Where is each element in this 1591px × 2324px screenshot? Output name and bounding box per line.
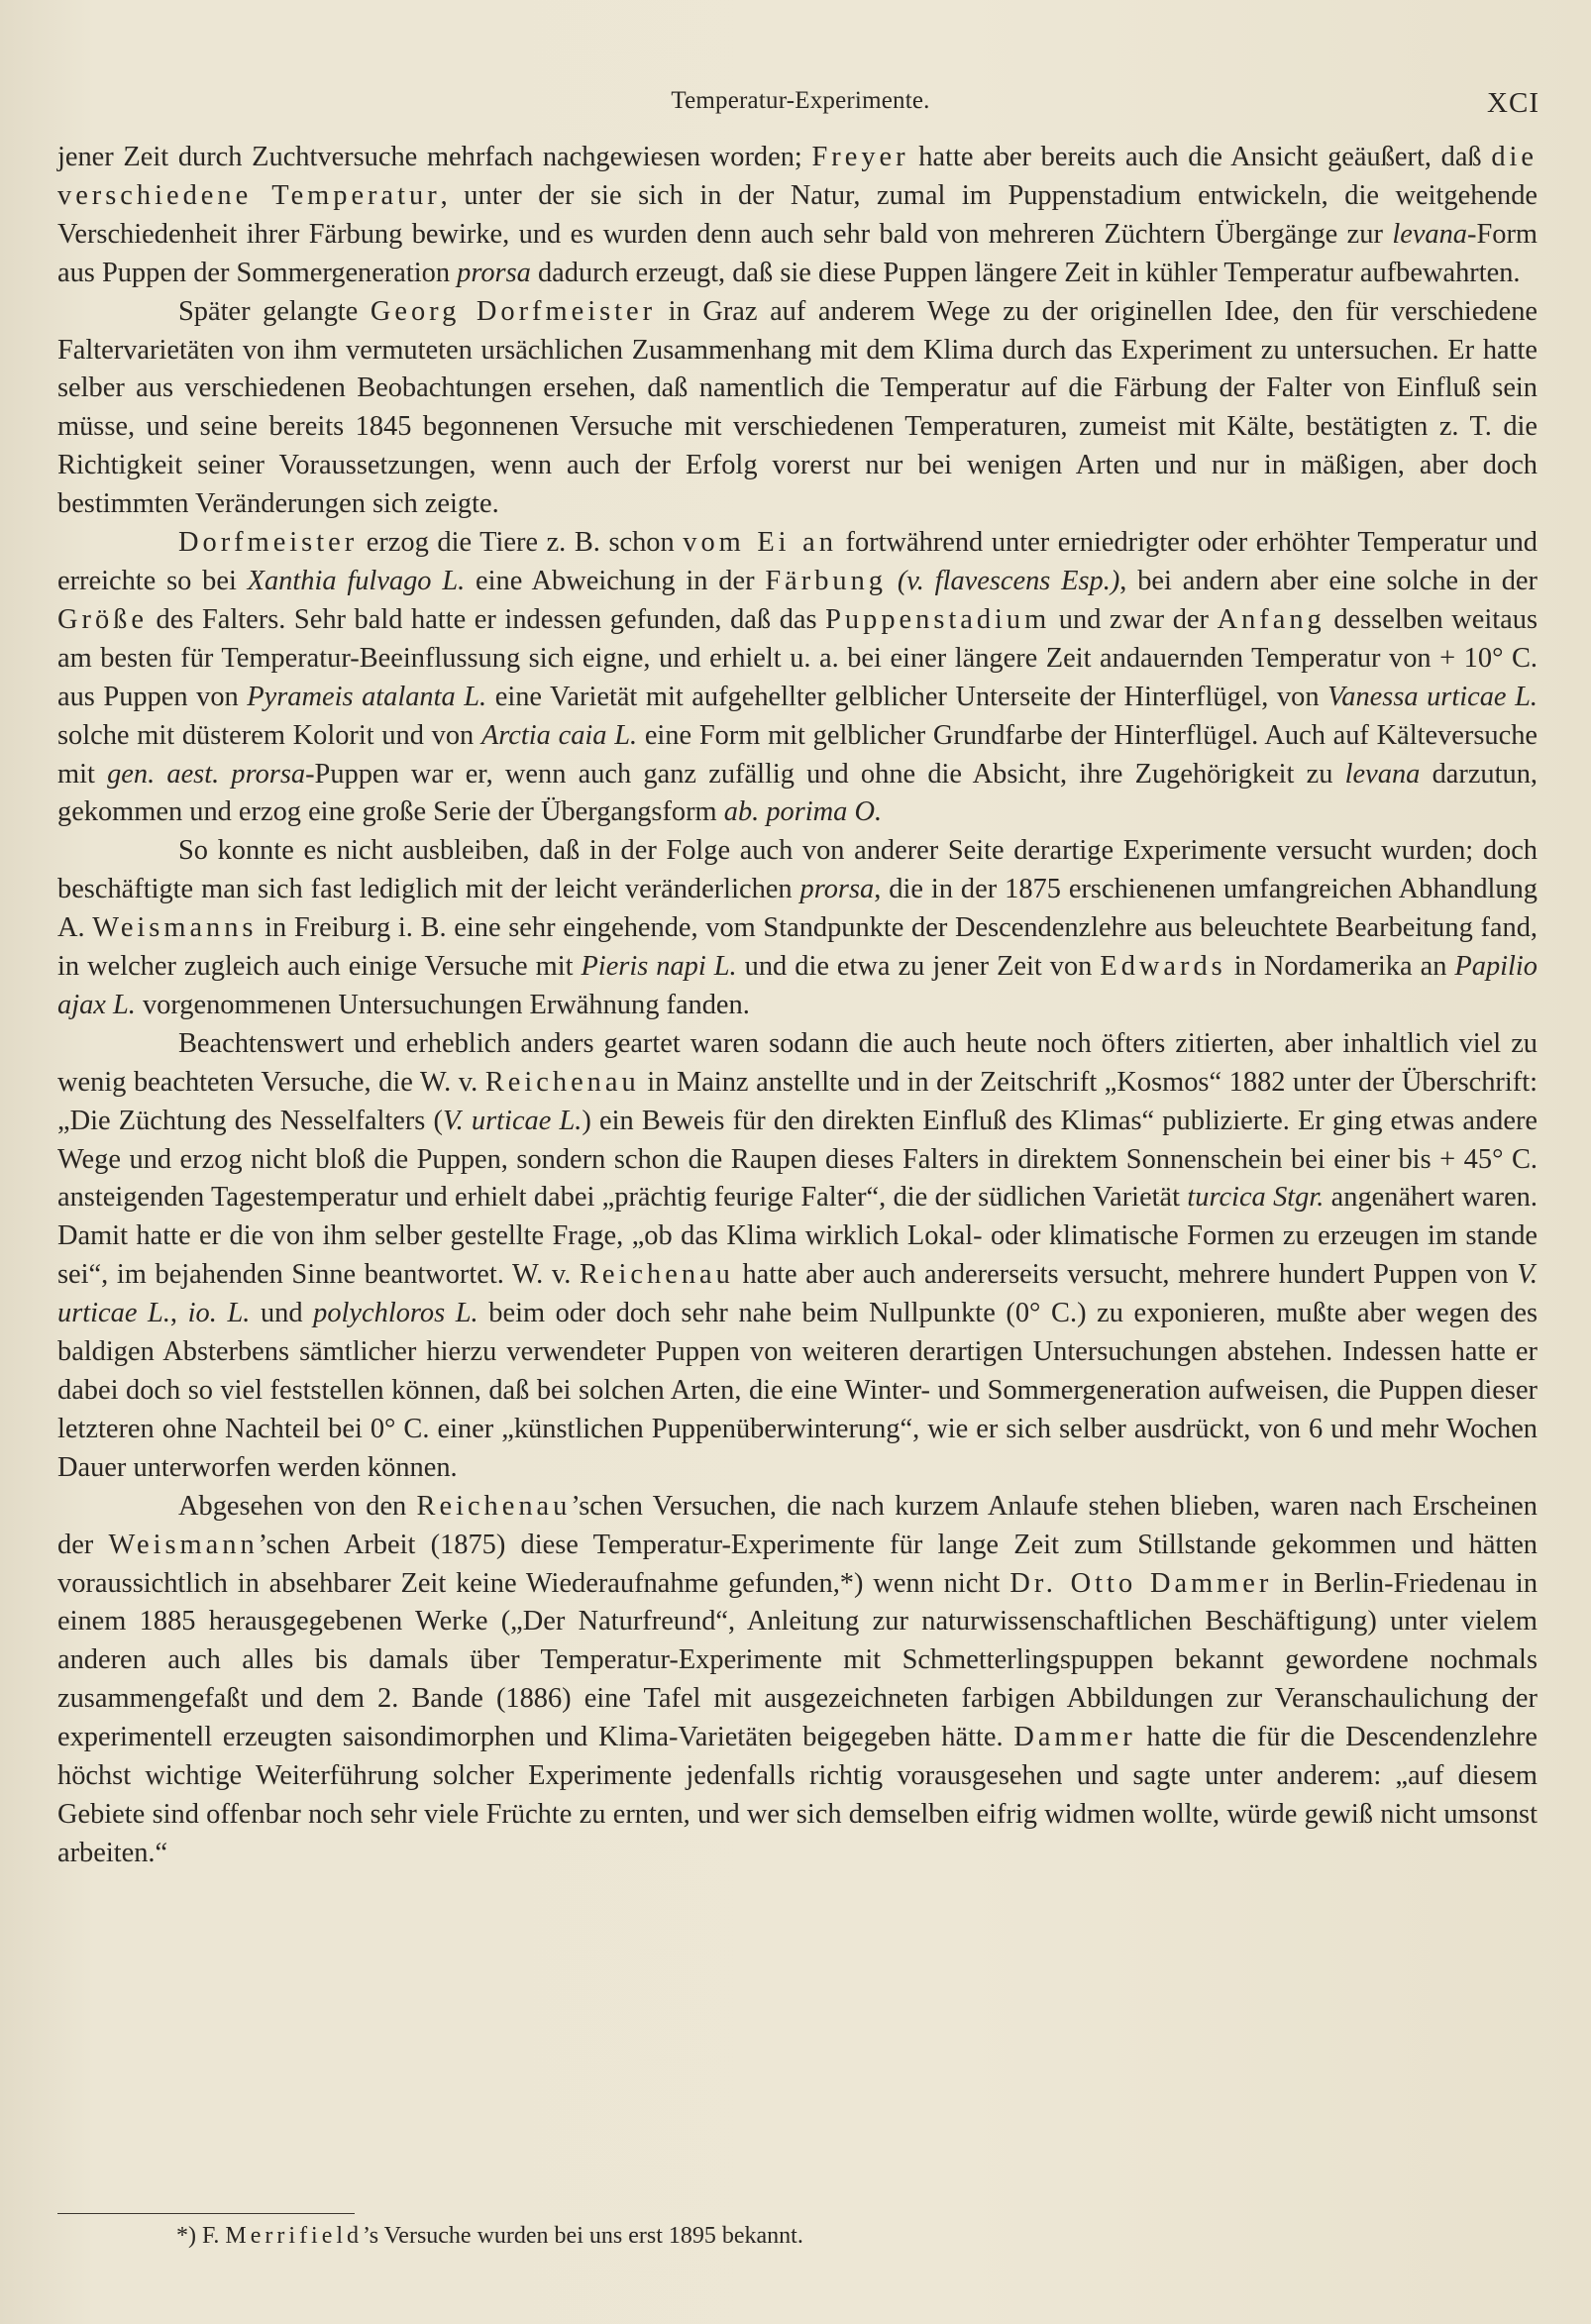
italic-text: prorsa bbox=[457, 257, 531, 288]
paragraph bbox=[57, 524, 1538, 832]
text-run: desselben weitaus am besten für Temperatur-Beeinflussung sich eigne, und erhielt u. a. bei einer längere Zeit andauernden Temperatur von + 10° C. aus Puppen von bbox=[57, 603, 1538, 712]
text-run: ’s Versuche wurden bei uns erst 1895 bekannt. bbox=[363, 2223, 803, 2249]
spaced-name: Dr. Otto Dammer bbox=[1009, 1567, 1273, 1599]
footnote bbox=[176, 2221, 803, 2251]
spaced-name: Freyer bbox=[811, 142, 909, 172]
italic-text: gen. aest. prorsa bbox=[107, 758, 306, 790]
text-run: ’schen Versuchen, die nach kurzem Anlaufe stehen blieben, waren nach Erscheinen der bbox=[57, 1490, 1538, 1560]
italic-text: Pyrameis atalanta L. bbox=[247, 681, 487, 712]
text-run: fortwährend unter erniedrigter oder erhöhter Temperatur und erreichte so bei bbox=[57, 527, 1538, 596]
italic-text: Xanthia fulvago L. bbox=[247, 565, 466, 596]
text-run: und zwar der bbox=[1050, 603, 1218, 635]
spaced-name: vom Ei an bbox=[683, 527, 837, 559]
italic-text: levana bbox=[1344, 758, 1421, 790]
text-run: , die in der 1875 erschienenen umfangreichen Abhandlung A. bbox=[57, 874, 1538, 944]
text-run: dadurch erzeugt, daß sie diese Puppen längere Zeit in kühler Temperatur aufbewahrten. bbox=[530, 257, 1521, 288]
text-run: angenähert waren. Damit hatte er die von ihm selber gestellte Frage, „ob das Klima wirklich Lokal- oder klimatische Formen zu erzeugen im stande sei“, im bejahenden Sinne beantwortet. W. v. bbox=[57, 1182, 1538, 1291]
italic-text: turcica Stgr. bbox=[1187, 1182, 1325, 1214]
text-run bbox=[887, 566, 898, 596]
italic-text: Arctia caia L. bbox=[480, 719, 638, 751]
paragraph bbox=[57, 139, 1538, 293]
text-run: in Freiburg i. B. eine sehr eingehende, vom Standpunkte der Descendenzlehre aus beleuchtete Bearbeitung fand, in welcher zugleich auch einige Versuche mit bbox=[57, 912, 1538, 983]
running-head: Temperatur-Experimente. bbox=[671, 87, 930, 114]
spaced-name: Färbung bbox=[765, 565, 888, 596]
spaced-name: Weismann bbox=[108, 1529, 259, 1560]
text-run: darzutun, gekommen und erzog eine große Serie der Übergangsform bbox=[57, 758, 1538, 828]
italic-text: (v. flavescens Esp.) bbox=[897, 565, 1120, 596]
italic-text: V. urticae L. bbox=[442, 1105, 583, 1136]
italic-text: Vanessa urticae L. bbox=[1327, 681, 1538, 712]
footnote-rule bbox=[57, 2213, 355, 2214]
italic-text: Papilio ajax L. bbox=[57, 951, 1538, 1020]
text-run: und die etwa zu jener Zeit von bbox=[736, 951, 1101, 983]
text-run: solche mit düsterem Kolorit und von bbox=[57, 719, 481, 751]
text-run: vorgenommenen Untersuchungen Erwähnung fanden. bbox=[135, 989, 750, 1020]
page-header bbox=[57, 87, 1543, 127]
text-run: -Form aus Puppen der Sommergeneration bbox=[57, 218, 1538, 288]
italic-text: V. urticae L. bbox=[57, 1259, 1538, 1329]
text-run: Abgesehen von den bbox=[178, 1490, 417, 1522]
italic-text: prorsa bbox=[799, 874, 875, 905]
text-run: , bei andern aber eine solche in der bbox=[1119, 565, 1538, 596]
text-run: hatte die für die Descendenzlehre höchst wichtige Weiterführung solcher Experimente jedenfalls richtig vorausgesehen und sagte unter anderem: „auf diesem Gebiete sind offenbar noch sehr viele Früchte zu ernten, und wer sich demselben eifrig widmen wollte, würde gewiß nicht umsonst arbeiten.“ bbox=[57, 1722, 1538, 1868]
body-text bbox=[57, 139, 1538, 1873]
text-run: eine Form mit gelblicher Grundfarbe der Hinterflügel. Auch auf Kälteversuche mit bbox=[57, 719, 1538, 790]
text-run: und bbox=[250, 1298, 314, 1329]
italic-text: polychloros L. bbox=[313, 1298, 478, 1329]
italic-text: levana bbox=[1392, 218, 1468, 250]
paragraph bbox=[57, 1488, 1538, 1873]
italic-text: ab. porima O. bbox=[723, 796, 883, 828]
spaced-name: die verschiedene Temperatur bbox=[57, 142, 1538, 211]
spaced-name: Puppenstadium bbox=[825, 603, 1051, 635]
text-run: , bbox=[169, 1298, 188, 1329]
paragraph bbox=[57, 832, 1538, 1025]
spaced-name: Reichenau bbox=[416, 1490, 572, 1522]
spaced-name: Weismanns bbox=[92, 912, 258, 944]
italic-text: io. L. bbox=[187, 1298, 251, 1329]
text-run: erzog die Tiere z. B. schon bbox=[358, 527, 684, 559]
spaced-name: Reichenau bbox=[580, 1259, 734, 1291]
spaced-name: Dammer bbox=[1013, 1722, 1136, 1753]
text-run: in Mainz anstellte und in der Zeitschrift „Kosmos“ 1882 unter der Überschrift: „Die Züchtung des Nesselfalters ( bbox=[57, 1066, 1538, 1136]
paragraph bbox=[57, 293, 1538, 524]
text-run: in Graz auf anderem Wege zu der originellen Idee, den für verschiedene Faltervarietäten von ihm vermuteten ursächlichen Zusammenhang mit dem Klima durch das Experiment zu untersuchen. Er hatte selber aus verschiedenen Beobachtungen ersehen, daß namentlich die Temperatur auf die Färbung der Falter von Einfluß sein müsse, und seine bereits 1845 begonnenen Versuche mit verschiedenen Temperaturen, zumeist mit Kälte, bestätigten z. T. die Richtigkeit seiner Voraussetzungen, wenn auch der Erfolg vorerst nur bei wenigen Arten und nur in mäßigen, aber doch bestimmten Veränderungen sich zeigte. bbox=[57, 295, 1538, 520]
text-run: in Nordamerika an bbox=[1225, 951, 1455, 983]
text-run: hatte aber bereits auch die Ansicht geäußert, daß bbox=[908, 142, 1492, 172]
text-run: eine Abweichung in der bbox=[465, 565, 766, 596]
paragraph bbox=[57, 1025, 1538, 1488]
text-run: *) F. bbox=[176, 2223, 226, 2249]
text-run: ) ein Beweis für den direkten Einfluß des Klimas“ publizierte. Er ging etwas andere Wege und erzog nicht bloß die Puppen, sondern schon die Raupen dieses Falters in direktem Sonnenschein bei einer bis + 45° C. ansteigenden Tagestemperatur und erhielt dabei „prächtig feurige Falter“, die der südlichen Varietät bbox=[57, 1105, 1538, 1214]
spaced-name: Anfang bbox=[1217, 603, 1326, 635]
text-run: , unter der sie sich in der Natur, zumal im Puppenstadium entwickeln, die weitgehende Verschiedenheit ihrer Färbung bewirke, und es wurden denn auch sehr bald von mehreren Züchtern Übergänge zur bbox=[57, 179, 1538, 250]
italic-text: Pieris napi L. bbox=[581, 951, 737, 983]
spaced-name: Georg Dorfmeister bbox=[370, 295, 657, 327]
text-run: hatte aber auch andererseits versucht, mehrere hundert Puppen von bbox=[733, 1259, 1518, 1291]
spaced-name: Größe bbox=[57, 603, 148, 635]
text-run: beim oder doch sehr nahe beim Nullpunkte (0° C.) zu exponieren, mußte aber wegen des baldigen Absterbens sämtlicher hierzu verwendeter Puppen von weiteren derartigen Untersuchungen abstehen. Indessen hatte er dabei doch so viel feststellen können, daß bei solchen Arten, die eine Winter- und Sommergeneration aufweisen, die Puppen dieser letzteren ohne Nachteil bei 0° C. einer „künstlichen Puppenüberwinterung“, wie er sich selber ausdrückt, von 6 und mehr Wochen Dauer unterworfen werden können. bbox=[57, 1298, 1538, 1483]
text-run: in Berlin-Friedenau in einem 1885 herausgegebenen Werke („Der Naturfreund“, Anleitung zur naturwissenschaftlichen Beschäftigung) unter vielem anderen auch alles bis damals über Temperatur-Experimente mit Schmetterlingspuppen bekannt gewordene nochmals zusammengefaßt und dem 2. Bande (1886) eine Tafel mit ausgezeichneten farbigen Abbildungen zur Veranschaulichung der experimentell erzeugten saisondimorphen und Klima-Varietäten beigegeben hätte. bbox=[57, 1567, 1538, 1753]
text-run: eine Varietät mit aufgehellter gelblicher Unterseite der Hinterflügel, von bbox=[486, 681, 1328, 712]
text-run: ’schen Arbeit (1875) diese Temperatur-Experimente für lange Zeit zum Stillstande gekommen und hätten voraussichtlich in absehbarer Zeit keine Wiederaufnahme gefunden,*) wenn nicht bbox=[57, 1529, 1538, 1599]
spaced-name: Reichenau bbox=[484, 1066, 640, 1098]
text-run: jener Zeit durch Zuchtversuche mehrfach nachgewiesen worden; bbox=[57, 142, 812, 172]
text-run: des Falters. Sehr bald hatte er indessen gefunden, daß das bbox=[147, 603, 826, 635]
text-run: Später gelangte bbox=[178, 295, 371, 327]
text-run: Beachtenswert und erheblich anders geartet waren sodann die auch heute noch öfters zitierten, aber inhaltlich viel zu wenig beachteten Versuche, die W. v. bbox=[57, 1027, 1538, 1098]
text-run: So konnte es nicht ausbleiben, daß in der Folge auch von anderer Seite derartige Experimente versucht wurden; doch beschäftigte man sich fast lediglich mit der leicht veränderlichen bbox=[57, 835, 1538, 905]
text-run: -Puppen war er, wenn auch ganz zufällig und ohne die Absicht, ihre Zugehörigkeit zu bbox=[305, 758, 1345, 790]
spaced-name: Merrifield bbox=[225, 2223, 364, 2249]
spaced-name: Dorfmeister bbox=[178, 527, 359, 559]
spaced-name: Edwards bbox=[1100, 951, 1226, 983]
page-number: XCI bbox=[1487, 87, 1539, 119]
